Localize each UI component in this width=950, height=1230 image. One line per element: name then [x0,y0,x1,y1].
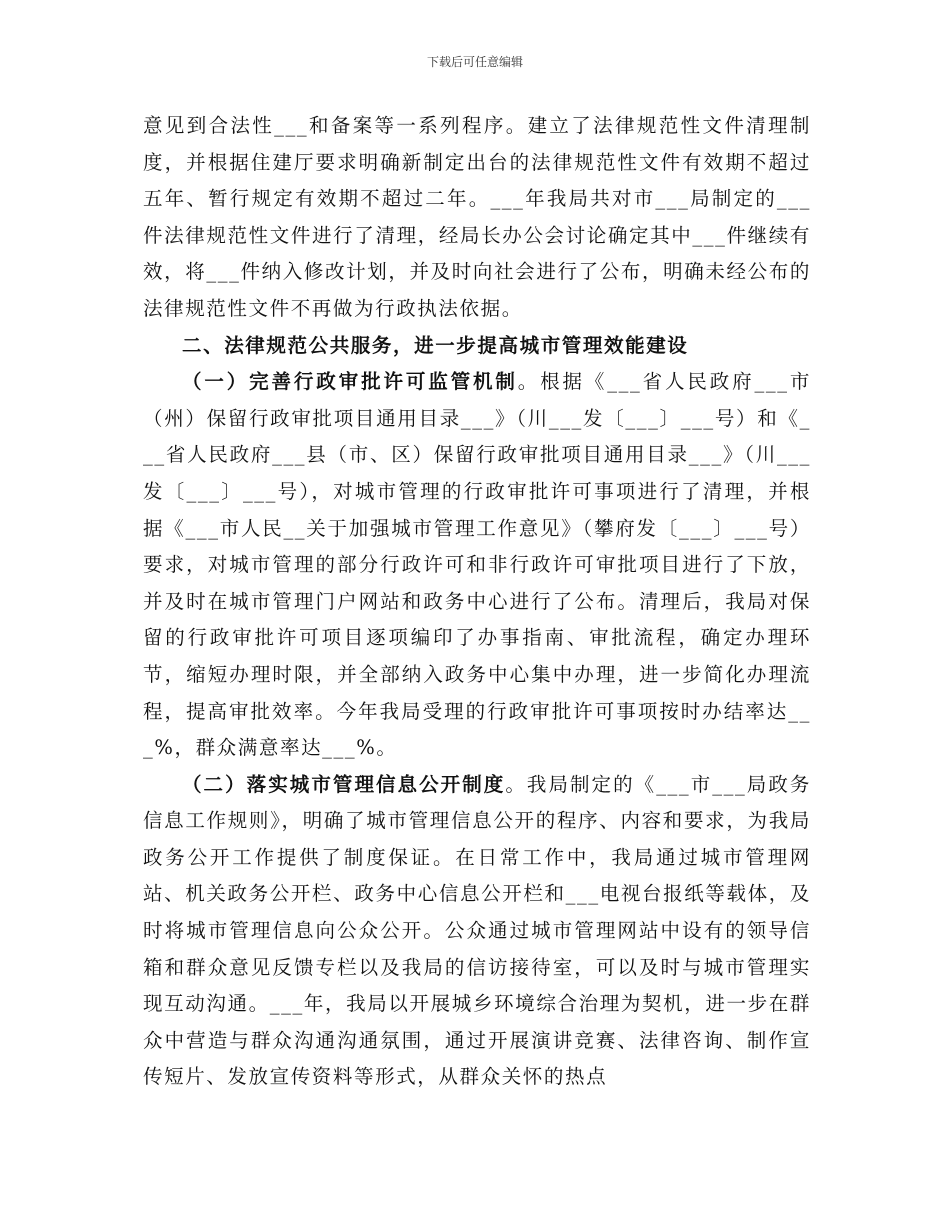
paragraph-legal-docs-cleanup: 意见到合法性___和备案等一系列程序。建立了法律规范性文件清理制度，并根据住建厅要求明确新制定出台的法律规范性文件有效期不超过五年、暂行规定有效期不超过二年。___年我局共对市___局制定的___件法律规范性文件进行了清理，经局长办公会讨论确定其中___件继续有效，将___件纳入修改计划，并及时向社会进行了公布，明确未经公布的法律规范性文件不再做为行政执法依据。 [143,114,811,320]
paragraph-info-disclosure [143,767,811,1096]
paragraph-disclosure-body: 。我局制定的《___市___局政务信息工作规则》，明确了城市管理信息公开的程序、内容和要求，为我局政务公开工作提供了制度保证。在日常工作中，我局通过城市管理网站、机关政务公开栏、政务中心信息公开栏和___电视台报纸等载体，及时将城市管理信息向公众公开。公众通过城市管理网站中设有的领导信箱和群众意见反馈专栏以及我局的信访接待室，可以及时与城市管理实现互动沟通。___年，我局以开展城乡环境综合治理为契机，进一步在群众中营造与群众沟通沟通氛围，通过开展演讲竞赛、法律咨询、制作宣传短片、发放宣传资料等形式，从群众关怀的热点 [143,772,811,1089]
subsection-heading-2: （二）落实城市管理信息公开制度 [182,772,506,796]
section-heading-2: 二、法律规范公共服务，进一步提高城市管理效能建设 [182,333,689,357]
paragraph-approval-mechanism [143,364,811,767]
document-body [143,108,811,1096]
page-header: 下载后可任意编辑 [426,55,523,69]
paragraph-approval-body: 。根据《___省人民政府___市（州）保留行政审批项目通用目录___》（川___发〔___〕___号）和《___省人民政府___县（市、区）保留行政审批项目通用目录___》（川___发〔___〕___号），对城市管理的行政审批许可事项进行了清理，并根据《___市人民__关于加强城市管理工作意见》（攀府发〔___〕___号）要求，对城市管理的部分行政许可和非行政许可审批项目进行了下放，并及时在城市管理门户网站和政务中心进行了公布。清理后，我局对保留的行政审批许可项目逐项编印了办事指南、审批流程，确定办理环节，缩短办理时限，并全部纳入政务中心集中办理，进一步简化办理流程，提高审批效率。今年我局受理的行政审批许可事项按时办结率达___%，群众满意率达___%。 [143,370,811,760]
subsection-heading-1: （一）完善行政审批许可监管机制 [182,370,518,394]
